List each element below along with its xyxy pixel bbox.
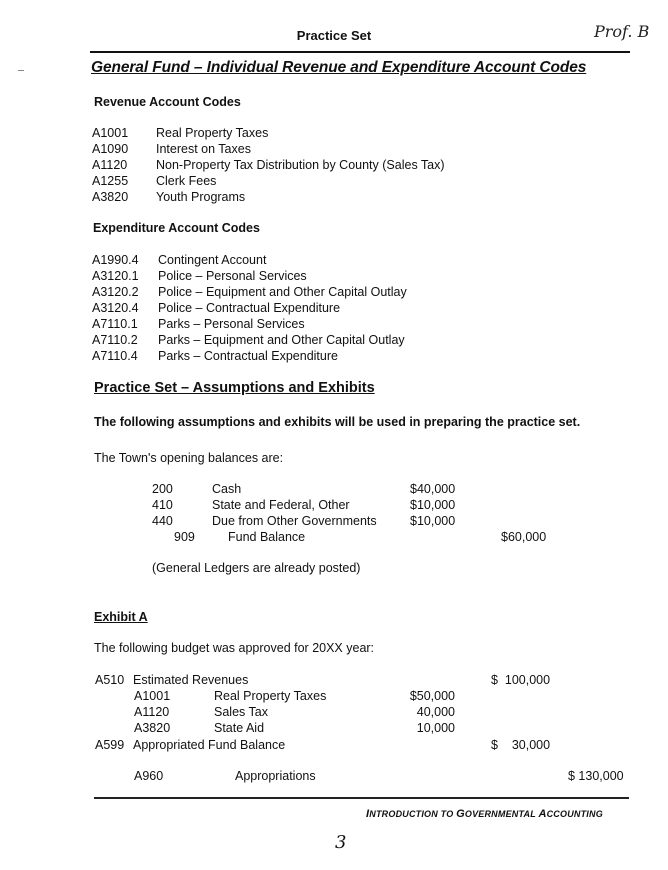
line-amount: $50,000: [409, 689, 455, 703]
line-amount: 10,000: [416, 721, 455, 735]
budget-revenue-line: [134, 704, 455, 720]
account-name: Contingent Account: [158, 253, 267, 267]
account-code: 200: [152, 482, 173, 496]
account-name: Real Property Taxes: [214, 689, 327, 703]
page-header-title: Practice Set: [296, 28, 372, 43]
account-name: Parks – Contractual Expenditure: [158, 349, 338, 363]
main-heading: General Fund – Individual Revenue and Expenditure Account Codes: [91, 59, 587, 76]
account-name: Sales Tax: [214, 705, 268, 719]
footer-text: NTRODUCTION TO: [369, 809, 457, 819]
total-amount: $ 30,000: [491, 738, 551, 752]
account-code: A1120: [134, 705, 170, 719]
account-code: A960: [134, 769, 164, 783]
budget-row-estimated-revenues: [95, 672, 550, 688]
assumptions-heading: Practice Set – Assumptions and Exhibits: [94, 380, 375, 396]
account-name: Due from Other Governments: [212, 514, 377, 528]
footer-text: OVERNMENTAL: [464, 809, 539, 819]
account-name: Appropriations: [235, 769, 316, 783]
account-name: Police – Contractual Expenditure: [158, 301, 341, 315]
account-code: A1120: [92, 158, 128, 172]
budget-row-fund-balance: [95, 737, 550, 753]
account-name: Parks – Equipment and Other Capital Outlay: [158, 333, 405, 347]
total-amount: $ 130,000: [568, 769, 624, 783]
footer-text: I: [366, 808, 370, 820]
expenditure-code-row: [92, 332, 405, 348]
revenue-code-row: [92, 157, 445, 173]
budget-row-appropriations: [134, 768, 624, 784]
credit-amount: $60,000: [501, 530, 547, 544]
account-name: Estimated Revenues: [133, 673, 249, 687]
footer-text: A: [538, 808, 547, 820]
expenditure-code-row: [92, 268, 307, 284]
expenditure-code-row: [92, 348, 338, 364]
account-name: Fund Balance: [228, 530, 306, 544]
header-rule: [90, 51, 630, 53]
revenue-code-row: [92, 173, 216, 189]
account-name: Non-Property Tax Distribution by County (Sales Tax): [156, 158, 445, 172]
line-amount: 40,000: [416, 705, 455, 719]
budget-revenue-line: [134, 688, 455, 704]
balance-row: [152, 497, 500, 513]
account-code: A1001: [92, 126, 129, 140]
expenditure-code-row: [92, 284, 407, 300]
debit-amount: $40,000: [410, 482, 456, 496]
account-code: A1255: [92, 174, 129, 188]
account-code: A1090: [92, 142, 129, 156]
expenditure-code-row: [92, 252, 266, 268]
footer-rule: [94, 797, 629, 799]
account-name: Police – Personal Services: [158, 269, 307, 283]
account-code: A7110.4: [92, 349, 138, 363]
budget-revenue-line: [134, 720, 455, 736]
balance-row: [152, 513, 500, 529]
ledger-note: (General Ledgers are already posted): [152, 561, 361, 575]
balance-row: [152, 481, 500, 497]
account-name: Appropriated Fund Balance: [133, 738, 286, 752]
account-code: A3820: [92, 190, 129, 204]
revenue-code-row: [92, 125, 268, 141]
exhibit-a-intro: The following budget was approved for 20XX year:: [94, 641, 375, 655]
account-name: State Aid: [214, 721, 265, 735]
account-code: A3120.4: [92, 301, 139, 315]
expenditure-codes-heading: Expenditure Account Codes: [93, 221, 260, 235]
scan-mark: [18, 70, 24, 71]
account-code: A1990.4: [92, 253, 139, 267]
account-code: A3120.1: [92, 269, 139, 283]
total-amount: $ 100,000: [491, 673, 551, 687]
account-code: A1001: [134, 689, 171, 703]
account-name: Parks – Personal Services: [158, 317, 305, 331]
revenue-code-row: [92, 189, 245, 205]
footer-text: CCOUNTING: [546, 809, 603, 819]
revenue-code-row: [92, 141, 251, 157]
debit-amount: $10,000: [410, 498, 456, 512]
page-number: 3: [335, 832, 347, 853]
assumptions-intro: The following assumptions and exhibits will be used in preparing the practice set.: [94, 415, 581, 429]
account-code: A3120.2: [92, 285, 139, 299]
account-name: State and Federal, Other: [212, 498, 350, 512]
debit-amount: $10,000: [410, 514, 456, 528]
account-code: 909: [174, 530, 195, 544]
account-code: A599: [95, 738, 125, 752]
account-code: A510: [95, 673, 125, 687]
account-code: A3820: [134, 721, 171, 735]
account-code: 410: [152, 498, 173, 512]
handwritten-annotation: Prof. B: [594, 22, 650, 41]
account-name: Real Property Taxes: [156, 126, 269, 140]
footer-text: G: [456, 808, 465, 820]
exhibit-a-heading: Exhibit A: [94, 610, 148, 624]
expenditure-code-row: [92, 316, 305, 332]
account-code: 440: [152, 514, 173, 528]
account-code: A7110.1: [92, 317, 138, 331]
revenue-codes-heading: Revenue Account Codes: [94, 95, 241, 109]
account-code: A7110.2: [92, 333, 138, 347]
account-name: Youth Programs: [156, 190, 246, 204]
expenditure-code-row: [92, 300, 340, 316]
opening-balances-label: The Town's opening balances are:: [94, 451, 284, 465]
account-name: Police – Equipment and Other Capital Outlay: [158, 285, 407, 299]
account-name: Clerk Fees: [156, 174, 217, 188]
footer-book-title: [366, 808, 603, 820]
balance-row: [174, 529, 546, 545]
account-name: Interest on Taxes: [156, 142, 251, 156]
account-name: Cash: [212, 482, 242, 496]
